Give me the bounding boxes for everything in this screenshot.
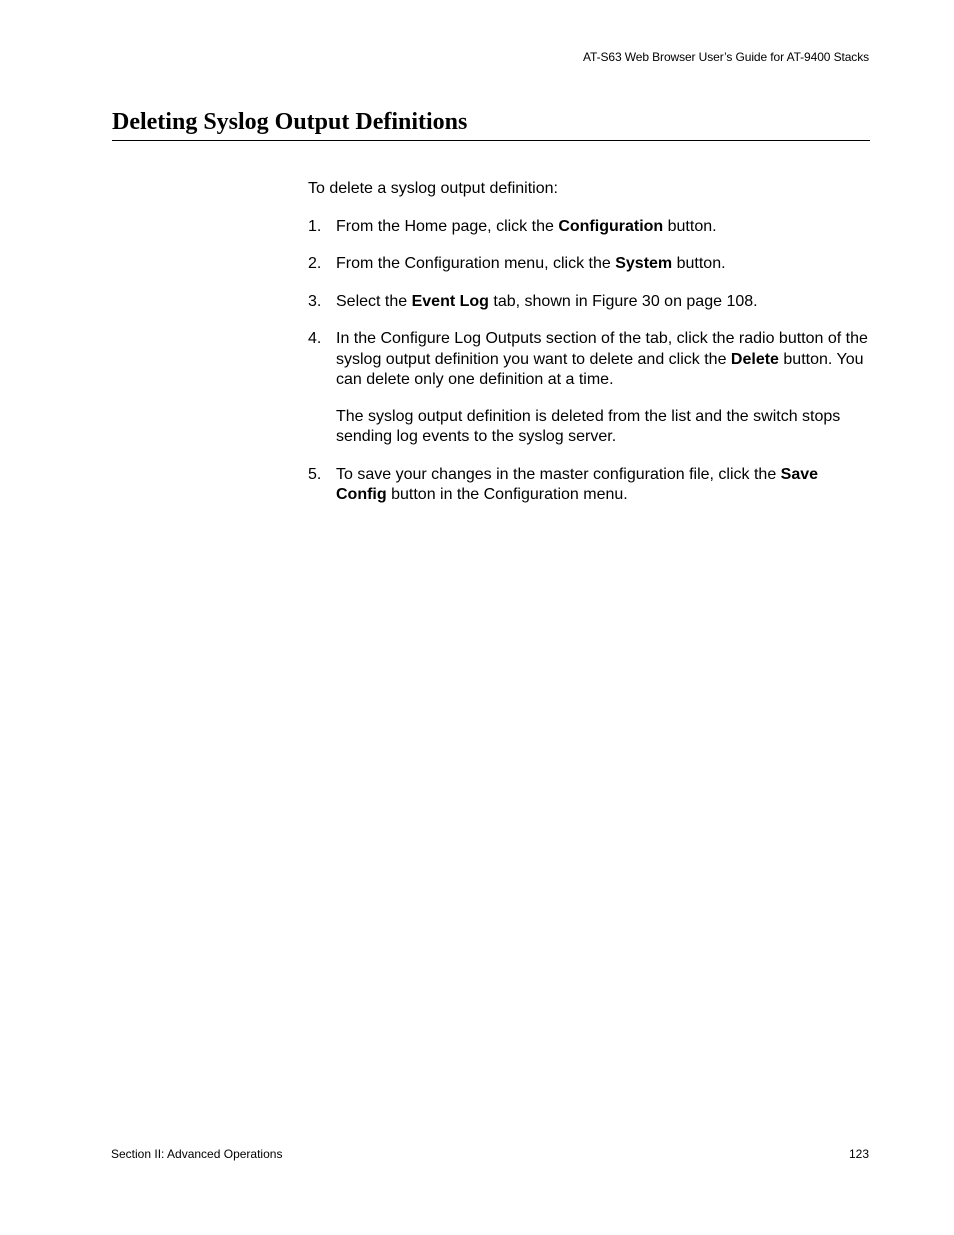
step-number: 2. [308,255,322,272]
running-header: AT-S63 Web Browser User’s Guide for AT-9400 Stacks [582,50,869,64]
step-number: 4. [308,330,322,347]
step-text: Select the [336,292,412,310]
step-ui-term: Event Log [411,292,489,310]
procedure-content [308,179,870,523]
step-number: 1. [308,217,322,235]
intro-text: To delete a syslog output definition: [308,180,558,197]
procedure-steps [308,217,870,506]
step-text: button. [672,255,726,272]
step-text: In the Configure Log Outputs section of the tab, click the radio button of the syslog output definition you want to delete and click the [336,330,868,368]
step-text: From the Configuration menu, click the [336,255,616,272]
step-1 [308,217,870,238]
step-4 [308,329,870,448]
step-ui-term: Configuration [558,217,664,235]
step-text: tab, shown in Figure 30 on page 108. [488,292,758,310]
section-title: Deleting Syslog Output Definitions [112,109,468,135]
step-text: button. [663,217,717,235]
step-text: From the Home page, click the [336,217,559,235]
step-number: 5. [308,465,322,483]
footer-page-number: 123 [848,1147,869,1161]
step-text: button in the Configuration menu. [386,486,628,503]
step-text: To save your changes in the master configuration file, click the [336,465,781,483]
step-number: 3. [308,292,322,310]
step-ui-term: Delete [730,350,779,368]
footer-section-label: Section II: Advanced Operations [111,1147,283,1161]
step-note: The syslog output definition is deleted from the list and the switch stops sending log events to the syslog server. [336,407,841,445]
step-5 [308,465,870,506]
step-ui-term: Save Config [336,465,819,503]
step-2 [308,254,870,275]
title-rule [112,140,870,141]
step-text: button. You can delete only one definition at a time. [336,350,864,388]
step-ui-term: System [615,255,673,272]
step-3 [308,292,870,313]
